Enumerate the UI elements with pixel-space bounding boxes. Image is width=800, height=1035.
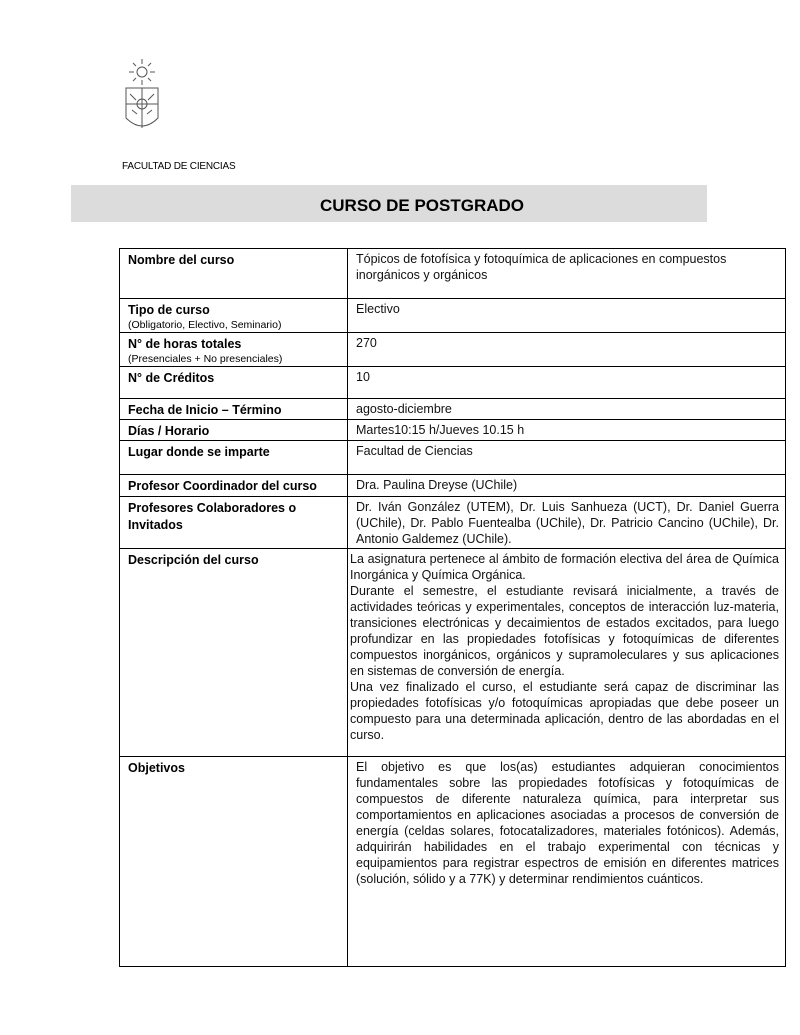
label-horas-text: N° de horas totales xyxy=(128,337,242,351)
value-descripcion xyxy=(348,549,786,757)
label-tipo-sub: (Obligatorio, Electivo, Seminario) xyxy=(128,319,282,331)
label-horas-sub: (Presenciales + No presenciales) xyxy=(128,353,283,365)
page-title: CURSO DE POSTGRADO xyxy=(320,196,525,215)
row-objetivos xyxy=(120,757,786,967)
course-info-table xyxy=(119,248,786,967)
faculty-name: FACULTAD DE CIENCIAS xyxy=(122,161,236,172)
row-lugar xyxy=(120,441,786,475)
label-lugar: Lugar donde se imparte xyxy=(120,441,348,475)
value-profesor: Dra. Paulina Dreyse (UChile) xyxy=(348,475,786,497)
label-profesor: Profesor Coordinador del curso xyxy=(120,475,348,497)
label-descripcion: Descripción del curso xyxy=(120,549,348,757)
descripcion-paragraph-3: Una vez finalizado el curso, el estudiante será capaz de discriminar las propiedades fotofísicas y/o fotoquímicas apropiadas que debe poseer un compuesto para una determinada aplicación, dentro de las abordadas en el curso. xyxy=(350,680,779,742)
row-horas xyxy=(120,333,786,367)
row-profesor xyxy=(120,475,786,497)
label-creditos: N° de Créditos xyxy=(120,367,348,399)
value-lugar: Facultad de Ciencias xyxy=(348,441,786,475)
label-objetivos: Objetivos xyxy=(120,757,348,967)
value-horas: 270 xyxy=(348,333,786,367)
value-nombre: Tópicos de fotofísica y fotoquímica de aplicaciones en compuestos inorgánicos y orgánicos xyxy=(348,249,786,299)
value-objetivos: El objetivo es que los(as) estudiantes adquieran conocimientos fundamentales sobre las propiedades fotofísicas y fotoquímicas de compuestos de diferente naturaleza química, para interpretar sus comportamientos en aplicaciones asociadas a procesos de conversión de energía (celdas solares, fotocatalizadores, materiales fotónicos). Además, adquirirán habilidades en el trabajo experimental con técnicas y equipamientos para registrar espectros de emisión en diferentes matrices (solución, sólido y a 77K) y determinar rendimientos cuánticos. xyxy=(348,757,786,967)
row-colaboradores xyxy=(120,497,786,549)
descripcion-paragraph-2: Durante el semestre, el estudiante revisará inicialmente, a través de actividades teóricas y experimentales, conceptos de interacción luz-materia, transiciones electrónicas y decaimientos de estados excitados, para luego profundizar en las propiedades fotofísicas y fotoquímicas de diferentes compuestos inorgánicos, orgánicos y supramoleculares y sus aplicaciones en sistemas de conversión de energía. xyxy=(350,584,779,678)
descripcion-paragraph-1: La asignatura pertenece al ámbito de formación electiva del área de Química Inorgánica y Química Orgánica. xyxy=(350,552,779,582)
label-dias: Días / Horario xyxy=(120,420,348,441)
row-nombre xyxy=(120,249,786,299)
label-colaboradores: Profesores Colaboradores o Invitados xyxy=(120,497,348,549)
row-fecha xyxy=(120,399,786,420)
row-creditos xyxy=(120,367,786,399)
row-descripcion xyxy=(120,549,786,757)
row-dias xyxy=(120,420,786,441)
value-colaboradores: Dr. Iván González (UTEM), Dr. Luis Sanhueza (UCT), Dr. Daniel Guerra (UChile), Dr. Pablo Fuentealba (UChile), Dr. Patricio Cancino (UChile), Dr. Antonio Galdemez (UChile). xyxy=(348,497,786,549)
label-horas xyxy=(120,333,348,367)
value-tipo: Electivo xyxy=(348,299,786,333)
value-fecha: agosto-diciembre xyxy=(348,399,786,420)
value-creditos: 10 xyxy=(348,367,786,399)
value-dias: Martes10:15 h/Jueves 10.15 h xyxy=(348,420,786,441)
university-seal-logo xyxy=(120,58,164,136)
row-tipo xyxy=(120,299,786,333)
label-nombre: Nombre del curso xyxy=(120,249,348,299)
label-fecha: Fecha de Inicio – Término xyxy=(120,399,348,420)
label-tipo-text: Tipo de curso xyxy=(128,303,210,317)
label-tipo xyxy=(120,299,348,333)
